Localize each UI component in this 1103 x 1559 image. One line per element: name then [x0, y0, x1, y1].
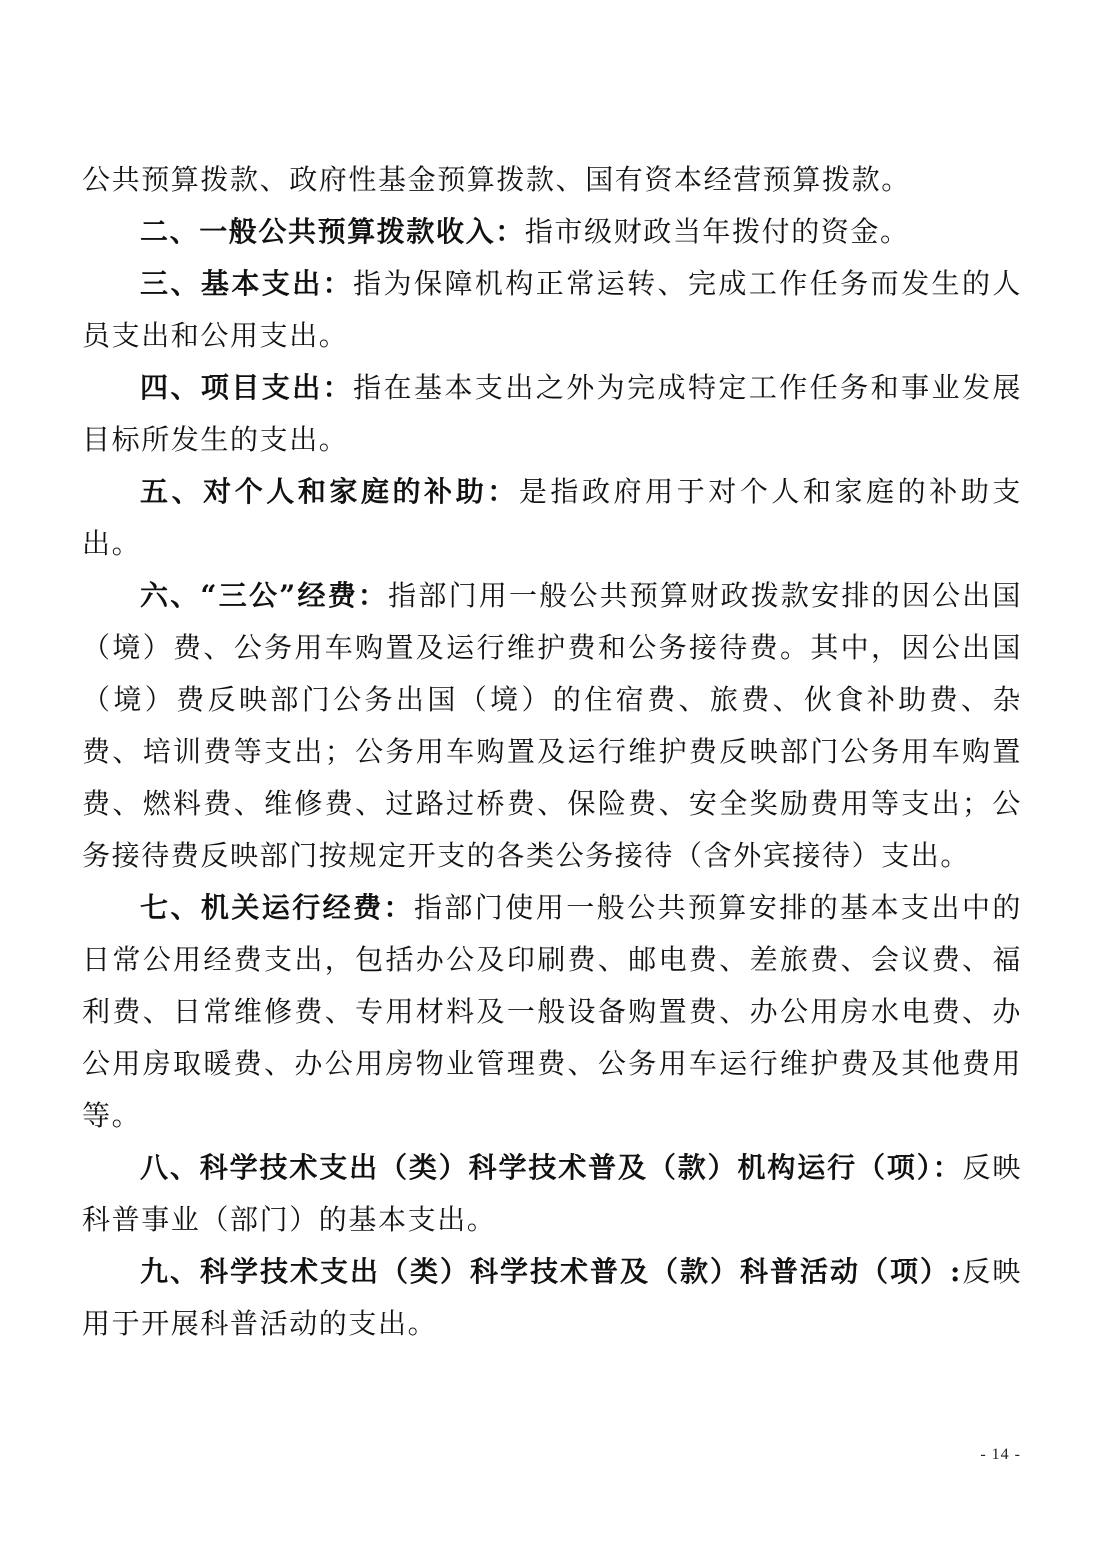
paragraph-text: 指部门使用一般公共预算安排的基本支出中的日常公用经费支出，包括办公及印刷费、邮电费、差旅费、会议费、福利费、日常维修费、专用材料及一般设备购置费、办公用房水电费、办公用房取暖费、办公用房物业管理费、公务用车运行维护费及其他费用等。 — [82, 891, 1022, 1132]
paragraph-term: 五、对个人和家庭的补助： — [140, 475, 519, 508]
paragraph-text: 反映用于开展科普活动的支出。 — [82, 1255, 1023, 1340]
paragraph-text: 是指政府用于对个人和家庭的补助支出。 — [82, 475, 1022, 560]
paragraph-text: 反映科普事业（部门）的基本支出。 — [82, 1151, 1022, 1236]
page-number: - 14 - — [980, 1446, 1021, 1463]
paragraph-text: 指为保障机构正常运转、完成工作任务而发生的人员支出和公用支出。 — [82, 267, 1023, 352]
paragraph-term: 四、项目支出： — [140, 371, 354, 404]
paragraph-basic-expenditure — [82, 258, 1022, 362]
paragraph-term: 二、一般公共预算拨款收入： — [140, 215, 525, 248]
paragraph-science-popularization-activity — [82, 1246, 1022, 1350]
paragraph-text: 指在基本支出之外为完成特定工作任务和事业发展目标所发生的支出。 — [82, 371, 1023, 456]
paragraph-project-expenditure — [82, 362, 1022, 466]
paragraph-three-public-expenses — [82, 570, 1022, 882]
paragraph-text: 公共预算拨款、政府性基金预算拨款、国有资本经营预算拨款。 — [82, 163, 911, 196]
paragraph-term: 八、科学技术支出（类）科学技术普及（款）机构运行（项）： — [140, 1151, 963, 1184]
paragraph-continuation — [82, 154, 1022, 206]
paragraph-term: 九、科学技术支出（类）科学技术普及（款）科普活动（项）: — [140, 1255, 962, 1288]
paragraph-science-institution-operation — [82, 1142, 1022, 1246]
document-body — [82, 154, 1022, 1350]
paragraph-budget-appropriation-income — [82, 206, 1022, 258]
paragraph-text: 指市级财政当年拨付的资金。 — [524, 215, 910, 248]
paragraph-household-subsidy — [82, 466, 1022, 570]
paragraph-text: 指部门用一般公共预算财政拨款安排的因公出国（境）费、公务用车购置及运行维护费和公务接待费。其中，因公出国（境）费反映部门公务出国（境）的住宿费、旅费、伙食补助费、杂费、培训费等支出；公务用车购置及运行维护费反映部门公务用车购置费、燃料费、维修费、过路过桥费、保险费、安全奖励费用等支出；公务接待费反映部门按规定开支的各类公务接待（含外宾接待）支出。 — [82, 579, 1022, 872]
paragraph-term: 七、机关运行经费： — [140, 891, 414, 924]
paragraph-operating-expenses — [82, 882, 1022, 1142]
paragraph-term: 三、基本支出： — [140, 267, 354, 300]
paragraph-term: 六、“三公”经费： — [140, 579, 389, 612]
